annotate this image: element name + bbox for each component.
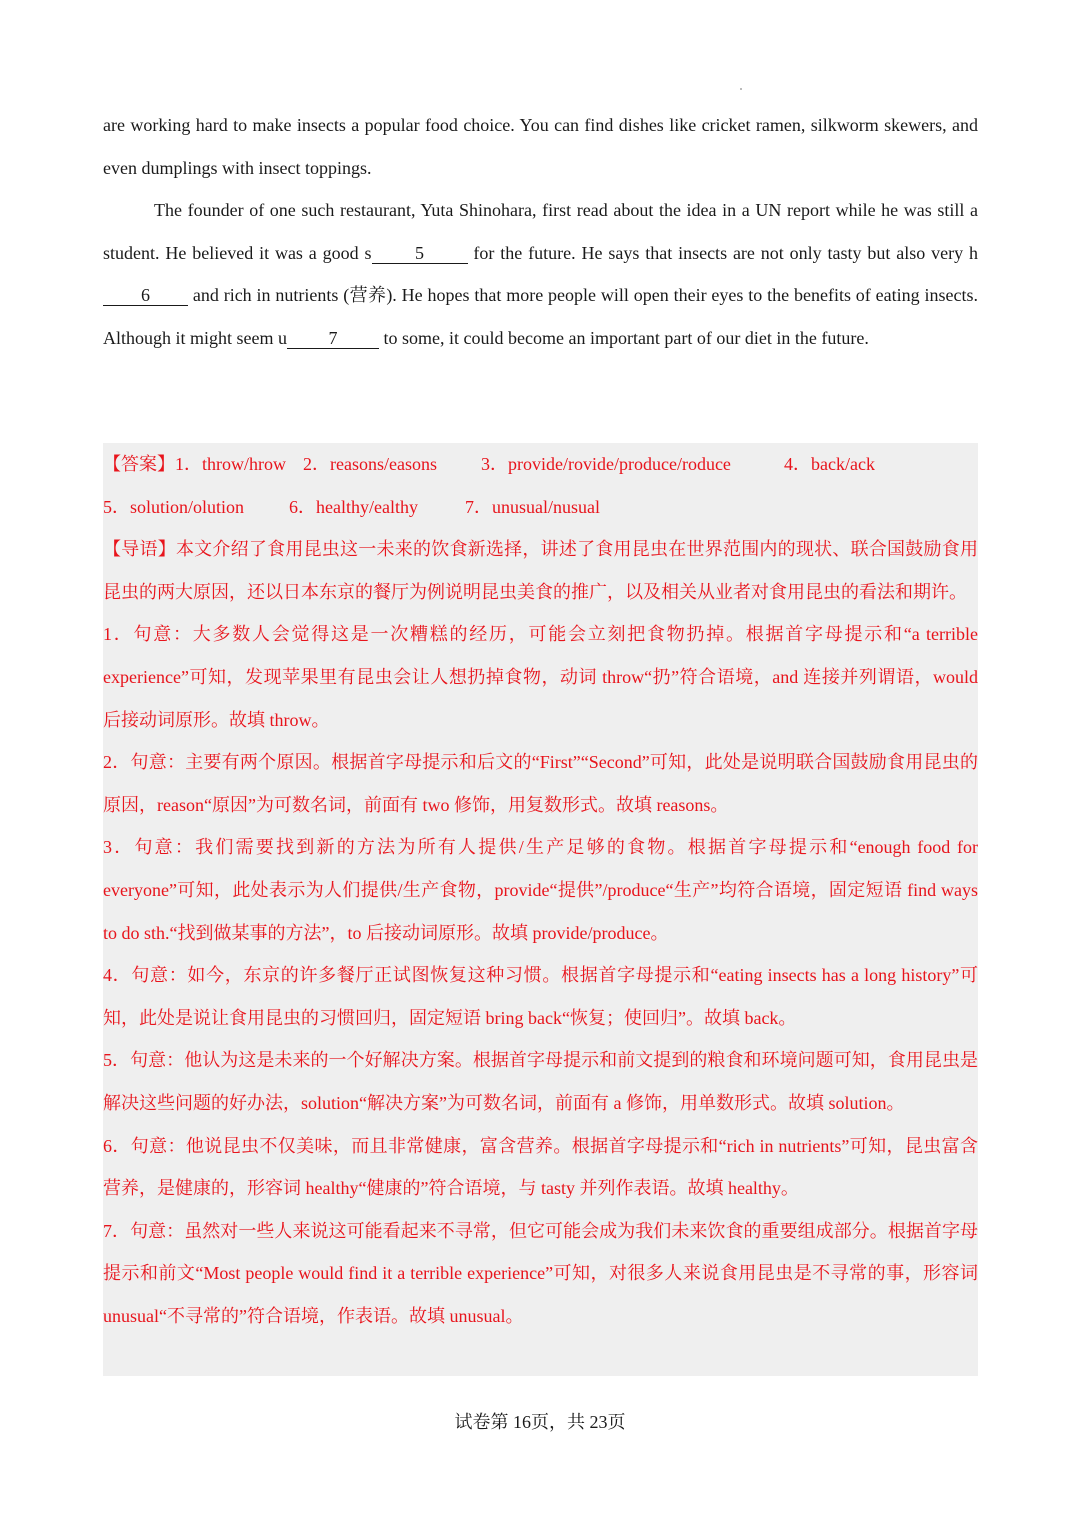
answer-item: 4．back/ack	[784, 454, 875, 474]
blank-5: 5	[372, 243, 468, 264]
explanation-6: 6．句意：他说昆虫不仅美味，而且非常健康，富含营养。根据首字母提示和“rich in nutrients”可知，昆虫富含营养，是健康的，形容词 healthy“健康的”符合语境，与 tasty 并列作表语。故填 healthy。	[103, 1135, 978, 1199]
passage-paragraph-1: are working hard to make insects a popular food choice. You can find dishes like cricket ramen, silkworm skewers, and even dumplings with insect toppings.	[103, 115, 978, 178]
passage-text: to some, it could become an important part of our diet in the future.	[379, 327, 869, 348]
passage-text: and rich in nutrients (营养). He hopes that more people will open their eyes to the benefits of eating insects. Although it might seem u	[103, 285, 978, 348]
answer-item: 3．provide/rovide/produce/roduce	[481, 454, 731, 474]
answer-row-1	[103, 443, 978, 486]
explanation-1: 1．句意：大多数人会觉得这是一次糟糕的经历，可能会立刻把食物扔掉。根据首字母提示和“a terrible experience”可知，发现苹果里有昆虫会让人想扔掉食物，动词 throw“扔”符合语境，and 连接并列谓语，would 后接动词原形。故填 throw。	[103, 624, 978, 730]
answer-item: 1．throw/hrow	[175, 454, 286, 474]
passage-text: for the future. He says that insects are not only tasty but also very h	[467, 242, 978, 263]
reading-passage	[103, 104, 978, 359]
answer-explanation-box	[103, 443, 978, 1376]
guide-label: 【导语】	[103, 539, 176, 560]
blank-7: 7	[287, 328, 379, 349]
explanation-2: 2．句意：主要有两个原因。根据首字母提示和后文的“First”“Second”可知，此处是说明联合国鼓励食用昆虫的原因，reason“原因”为可数名词，前面有 two 修饰，用复数形式。故填 reasons。	[103, 752, 978, 815]
passage-paragraph-2	[103, 189, 978, 359]
explanation-4: 4．句意：如今，东京的许多餐厅正试图恢复这种习惯。根据首字母提示和“eating insects has a long history”可知，此处是说让食用昆虫的习惯回归，固定短语 bring back“恢复；使回归”。故填 back。	[103, 965, 978, 1028]
scan-speck	[740, 88, 742, 90]
answer-item: 5．solution/olution	[103, 496, 245, 517]
blank-6: 6	[103, 285, 188, 306]
passage-text: The founder of one such restaurant, Yuta Shinohara, first read about the idea in a UN report while he was still a student. He believed it was a good s	[103, 200, 978, 263]
answer-row-2	[103, 486, 978, 529]
answer-item: 6．healthy/ealthy	[289, 496, 418, 517]
explanation-5: 5．句意：他认为这是未来的一个好解决方案。根据首字母提示和前文提到的粮食和环境问题可知，食用昆虫是解决这些问题的好办法，solution“解决方案”为可数名词，前面有 a 修饰，用单数形式。故填 solution。	[103, 1050, 978, 1113]
answer-label: 【答案】	[103, 454, 175, 474]
explanation-3: 3．句意：我们需要找到新的方法为所有人提供/生产足够的食物。根据首字母提示和“enough food for everyone”可知，此处表示为人们提供/生产食物，provide“提供”/produce“生产”均符合语境，固定短语 find ways to do sth.“找到做某事的方法”，to 后接动词原形。故填 provide/produce。	[103, 837, 978, 943]
explanation-7: 7．句意：虽然对一些人来说这可能看起来不寻常，但它可能会成为我们未来饮食的重要组成部分。根据首字母提示和前文“Most people would find it a terrible experience”可知，对很多人来说食用昆虫是不寻常的事，形容词 unusual“不寻常的”符合语境，作表语。故填 unusual。	[103, 1220, 978, 1326]
guide-paragraph	[103, 528, 978, 613]
guide-text: 本文介绍了食用昆虫这一未来的饮食新选择，讲述了食用昆虫在世界范围内的现状、联合国鼓励食用昆虫的两大原因，还以日本东京的餐厅为例说明昆虫美食的推广，以及相关从业者对食用昆虫的看法和期许。	[103, 539, 978, 602]
answer-item: 2．reasons/easons	[303, 454, 437, 474]
answer-item: 7．unusual/nusual	[465, 496, 600, 517]
page-footer: 试卷第 16页，共 23页	[454, 1412, 626, 1432]
